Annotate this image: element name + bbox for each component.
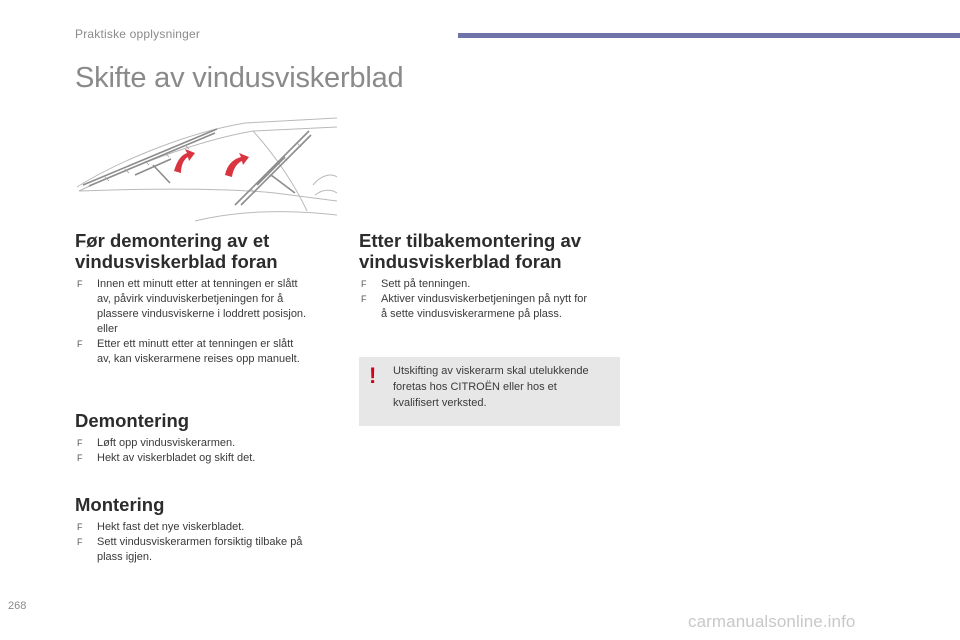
watermark: carmanualsonline.info <box>688 612 856 631</box>
list-item: F Sett på tenningen. <box>361 278 471 290</box>
heading-before-removal: Før demontering av et vindusviskerblad foran <box>75 230 278 272</box>
checkbox-bullet-icon: F <box>361 294 367 304</box>
warning-icon: ! <box>369 363 377 388</box>
header-accent-bar <box>458 33 960 38</box>
checkbox-bullet-icon: F <box>77 537 83 547</box>
list-item: F Innen ett minutt etter at tenningen er slått av, påvirk vinduviskerbetjeningen for å plassere vindusviskerne i loddrett posisjon. <box>77 278 307 320</box>
list-item: F Løft opp vindusviskerarmen. <box>77 437 236 449</box>
list-item: eller <box>97 323 118 335</box>
checkbox-bullet-icon: F <box>77 279 83 289</box>
list-item: F Aktiver vindusviskerbetjeningen på nytt for å sette vindusviskerarmene på plass. <box>361 293 588 320</box>
checkbox-bullet-icon: F <box>361 279 367 289</box>
heading-after-refit: Etter tilbakemontering av vindusviskerblad foran <box>359 230 582 272</box>
checkbox-bullet-icon: F <box>77 438 83 448</box>
list-item: F Hekt av viskerbladet og skift det. <box>77 452 256 464</box>
checkbox-bullet-icon: F <box>77 453 83 463</box>
checkbox-bullet-icon: F <box>77 522 83 532</box>
page-title: Skifte av vindusviskerblad <box>75 62 404 94</box>
section-label: Praktiske opplysninger <box>75 27 201 41</box>
windscreen-wiper-illustration <box>75 115 337 223</box>
warning-text: Utskifting av viskerarm skal utelukkende foretas hos CITROËN eller hos et kvalifisert verksted. <box>393 365 589 409</box>
list-after-refit <box>359 277 629 322</box>
warning-box <box>359 357 620 426</box>
checkbox-bullet-icon: F <box>77 339 83 349</box>
list-mounting <box>75 520 350 565</box>
heading-mounting: Montering <box>75 494 165 515</box>
list-item: F Sett vindusviskerarmen forsiktig tilbake på plass igjen. <box>77 536 303 563</box>
page-number: 268 <box>8 600 27 612</box>
list-removal <box>75 436 350 466</box>
list-before-removal <box>75 277 350 367</box>
list-item: F Hekt fast det nye viskerbladet. <box>77 521 245 533</box>
heading-removal: Demontering <box>75 410 190 431</box>
list-item: F Etter ett minutt etter at tenningen er slått av, kan viskerarmene reises opp manuelt. <box>77 338 300 365</box>
